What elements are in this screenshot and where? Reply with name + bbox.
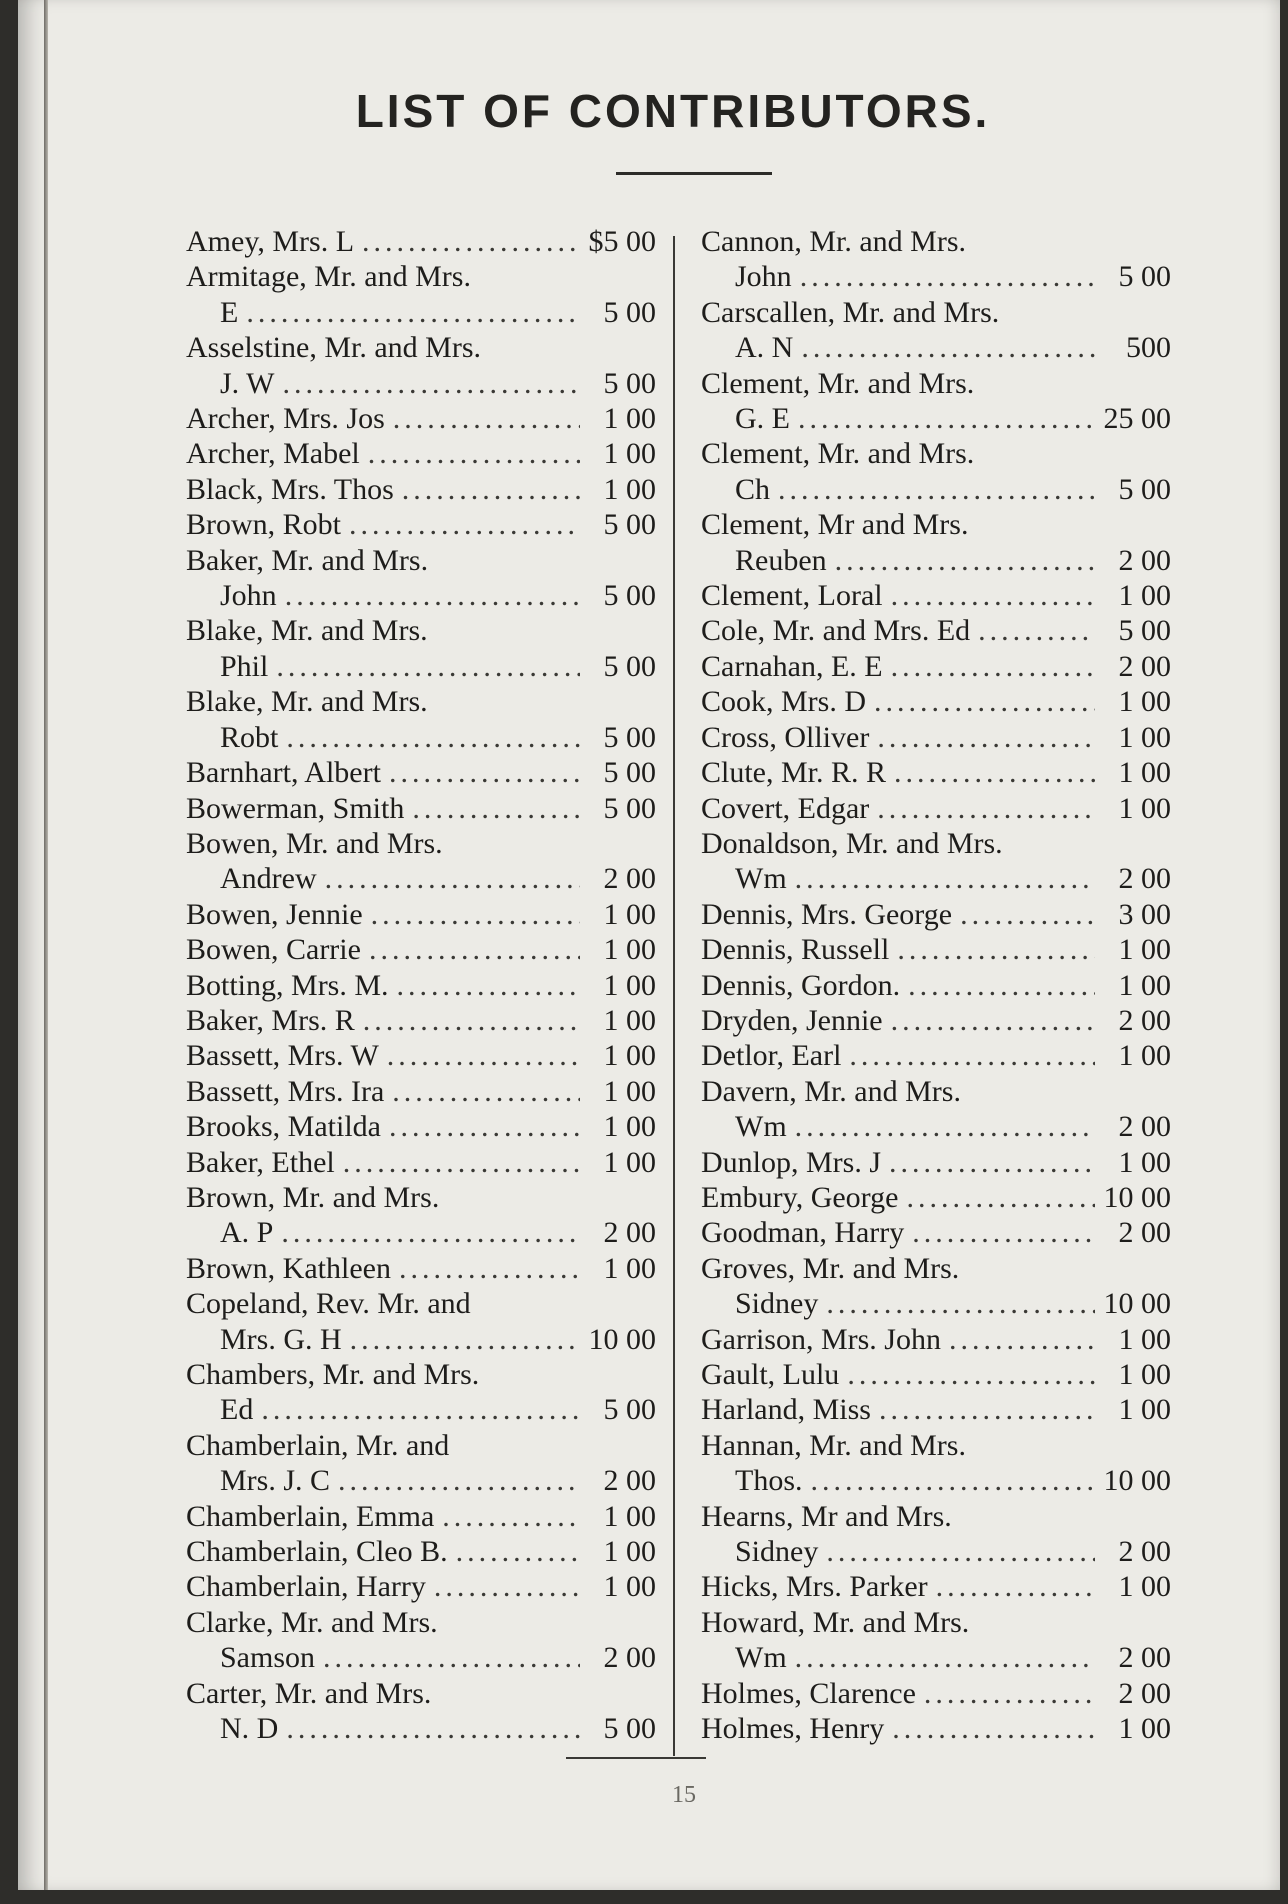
contribution-amount: 1 00 (603, 1145, 656, 1179)
contributor-name: Detlor, Earl (701, 1039, 842, 1073)
contributor-name: Clement, Loral (701, 579, 883, 613)
contribution-amount: 1 00 (603, 1039, 656, 1073)
dot-leader (286, 1711, 580, 1746)
contributor-name-continued: G. E (735, 402, 790, 436)
contributor-name: Blake, Mr. and Mrs. (186, 685, 428, 719)
contributor-entry (701, 1499, 1171, 1570)
contributor-name-continued: A. P (220, 1216, 274, 1250)
contribution-amount: 2 00 (603, 1641, 656, 1675)
contributor-entry (701, 968, 1171, 1003)
contributor-entry (701, 1428, 1171, 1499)
contributor-name: Carnahan, E. E (701, 649, 883, 683)
dot-leader (338, 1463, 580, 1498)
contribution-amount: 1 00 (1118, 756, 1171, 790)
contribution-amount: 1 00 (1118, 1712, 1171, 1746)
dot-leader (323, 1640, 580, 1675)
contribution-amount: 2 00 (1118, 862, 1171, 896)
contributor-entry (701, 1569, 1171, 1604)
contributor-name: Clute, Mr. R. R (701, 756, 887, 790)
dot-leader (936, 1569, 1095, 1604)
contributor-name: Blake, Mr. and Mrs. (186, 614, 428, 648)
contributor-name-continued: Thos. (735, 1464, 803, 1498)
contributor-entry (701, 720, 1171, 755)
contributor-entry (186, 1357, 656, 1428)
contributor-entry (186, 1428, 656, 1499)
dot-leader (906, 1180, 1095, 1215)
contributor-entry (701, 826, 1171, 897)
contributor-name: Brown, Robt (186, 508, 342, 542)
dot-leader (456, 1534, 580, 1569)
contribution-amount: 5 00 (1118, 260, 1171, 294)
contributor-name: Bowen, Jennie (186, 897, 363, 931)
contribution-amount: 2 00 (603, 862, 656, 896)
contribution-amount: 1 00 (603, 472, 656, 506)
contributor-name: Carter, Mr. and Mrs. (186, 1676, 432, 1710)
dot-leader (949, 1322, 1095, 1357)
contributor-entry (186, 1074, 656, 1109)
contributors-right-column (701, 224, 1171, 1746)
bottom-rule (566, 1757, 706, 1759)
dot-leader (434, 1569, 580, 1604)
dot-leader (261, 1392, 580, 1427)
contributor-name: Baker, Mr. and Mrs. (186, 543, 429, 577)
contributor-name: Bassett, Mrs. Ira (186, 1074, 385, 1108)
contribution-amount: 1 00 (603, 897, 656, 931)
dot-leader (369, 932, 580, 967)
contributor-entry (186, 543, 656, 614)
contribution-amount: 1 00 (603, 402, 656, 436)
contribution-amount: 5 00 (603, 649, 656, 683)
dot-leader (281, 1215, 580, 1250)
dot-leader (389, 755, 580, 790)
contribution-amount: 1 00 (603, 1110, 656, 1144)
contributor-name: Harland, Miss (701, 1393, 871, 1427)
contributor-entry (186, 1676, 656, 1747)
dot-leader (894, 755, 1095, 790)
contributor-name: Brown, Kathleen (186, 1251, 391, 1285)
contributor-name: Baker, Ethel (186, 1145, 335, 1179)
dot-leader (343, 1145, 580, 1180)
contribution-amount: 1 00 (603, 1499, 656, 1533)
contribution-amount: 10 00 (1103, 1180, 1171, 1214)
dot-leader (879, 1392, 1095, 1427)
document-page (18, 0, 1280, 1890)
contributor-name: Archer, Mabel (186, 437, 360, 471)
dot-leader (362, 224, 580, 259)
contribution-amount: 1 00 (603, 1570, 656, 1604)
dot-leader (285, 578, 580, 613)
contribution-amount: 1 00 (1118, 1393, 1171, 1427)
contributor-entry (701, 1392, 1171, 1427)
contribution-amount: 1 00 (1118, 579, 1171, 613)
contribution-amount: 5 00 (603, 720, 656, 754)
contributor-name-continued: Mrs. J. C (220, 1464, 331, 1498)
contributor-entry (186, 1286, 656, 1357)
contributor-name-continued: Reuben (735, 543, 827, 577)
contributor-entry (701, 1357, 1171, 1392)
contributor-name: Hicks, Mrs. Parker (701, 1570, 928, 1604)
contributor-name-continued: E (220, 295, 239, 329)
dot-leader (877, 720, 1095, 755)
contributor-name: Cross, Olliver (701, 720, 870, 754)
contributor-name-continued: John (220, 579, 277, 613)
contributor-name: Holmes, Clarence (701, 1676, 916, 1710)
dot-leader (835, 543, 1095, 578)
contributor-name: Covert, Edgar (701, 791, 870, 825)
contributor-name-continued: Sidney (735, 1535, 819, 1569)
contributor-name: Armitage, Mr. and Mrs. (186, 260, 471, 294)
contributor-name: Black, Mrs. Thos (186, 472, 394, 506)
contributor-entry (701, 613, 1171, 648)
contributor-entry (186, 1180, 656, 1251)
contributor-name-continued: Wm (735, 1110, 787, 1144)
dot-leader (399, 1251, 580, 1286)
contributor-name: Dryden, Jennie (701, 1003, 883, 1037)
contribution-amount: 5 00 (603, 1712, 656, 1746)
contributor-entry (701, 507, 1171, 578)
contributor-entry (701, 1322, 1171, 1357)
contributor-name: Chambers, Mr. and Mrs. (186, 1358, 480, 1391)
contributor-entry (186, 1251, 656, 1286)
page-binding (44, 0, 48, 1890)
dot-leader (442, 1499, 580, 1534)
contributor-entry (701, 897, 1171, 932)
page-title: LIST OF CONTRIBUTORS. (355, 85, 991, 137)
contributor-name: Dennis, Russell (701, 933, 890, 967)
dot-leader (811, 1463, 1096, 1498)
contributor-entry (186, 1605, 656, 1676)
contributor-entry (701, 684, 1171, 719)
contribution-amount: 1 00 (1118, 933, 1171, 967)
title-rule (616, 172, 772, 175)
dot-leader (978, 613, 1095, 648)
dot-leader (849, 1038, 1095, 1073)
dot-leader (877, 791, 1095, 826)
contribution-amount: 5 00 (603, 508, 656, 542)
dot-leader (368, 436, 580, 471)
column-divider (673, 236, 675, 1756)
contributor-name-continued: A. N (735, 331, 794, 365)
contribution-amount: 1 00 (1118, 1358, 1171, 1391)
dot-leader (393, 401, 580, 436)
contributor-entry (186, 1569, 656, 1604)
dot-leader (389, 1109, 580, 1144)
contribution-amount: 2 00 (1118, 543, 1171, 577)
contributor-name: Goodman, Harry (701, 1216, 905, 1250)
dot-leader (897, 932, 1095, 967)
dot-leader (795, 1109, 1095, 1144)
contributor-entry (701, 1251, 1171, 1322)
contributor-name: Garrison, Mrs. John (701, 1322, 941, 1356)
contributor-name: Chamberlain, Emma (186, 1499, 435, 1533)
contributor-entry (186, 968, 656, 1003)
contribution-amount: 1 00 (1118, 968, 1171, 1002)
contribution-amount: 5 00 (603, 791, 656, 825)
contributor-name: Davern, Mr. and Mrs. (701, 1074, 961, 1108)
dot-leader (798, 401, 1095, 436)
dot-leader (795, 861, 1095, 896)
contributor-name: Copeland, Rev. Mr. and (186, 1287, 471, 1321)
contribution-amount: 2 00 (1118, 649, 1171, 683)
dot-leader (891, 649, 1095, 684)
contributor-entry (701, 1605, 1171, 1676)
contributor-name: Botting, Mrs. M. (186, 968, 389, 1002)
contributor-entry (186, 932, 656, 967)
contributor-name: Cole, Mr. and Mrs. Ed (701, 614, 971, 648)
contributor-name-continued: N. D (220, 1712, 279, 1746)
dot-leader (371, 897, 580, 932)
contributor-entry (186, 684, 656, 755)
contribution-amount: 2 00 (1118, 1641, 1171, 1675)
contributor-name: Embury, George (701, 1180, 899, 1214)
contributor-entry (186, 436, 656, 471)
contributor-name: Hannan, Mr. and Mrs. (701, 1428, 966, 1462)
contributor-name: Amey, Mrs. L (186, 225, 355, 258)
contributor-name: Holmes, Henry (701, 1712, 885, 1746)
contributor-name: Gault, Lulu (701, 1358, 840, 1391)
contributor-name: Groves, Mr. and Mrs. (701, 1251, 960, 1285)
contributor-name: Cook, Mrs. D (701, 685, 867, 719)
contribution-amount: 1 00 (603, 1535, 656, 1569)
dot-leader (402, 472, 580, 507)
contribution-amount: 5 00 (603, 579, 656, 613)
dot-leader (912, 1215, 1095, 1250)
dot-leader (325, 861, 580, 896)
contribution-amount: 1 00 (603, 437, 656, 471)
contribution-amount: 5 00 (603, 1393, 656, 1427)
dot-leader (276, 649, 580, 684)
contributor-entry (701, 224, 1171, 295)
contributor-entry (701, 1074, 1171, 1145)
contributor-entry (701, 755, 1171, 790)
contribution-amount: 1 00 (603, 933, 656, 967)
contributor-name-continued: Ch (735, 472, 771, 506)
dot-leader (892, 1711, 1095, 1746)
contributor-name: Barnhart, Albert (186, 756, 381, 790)
contributor-entry (701, 578, 1171, 613)
contribution-amount: 2 00 (603, 1464, 656, 1498)
contributor-entry (701, 1676, 1171, 1711)
contributor-name: Bowen, Mr. and Mrs. (186, 826, 443, 860)
contributor-name: Brooks, Matilda (186, 1110, 381, 1144)
contributor-name: Bowerman, Smith (186, 791, 405, 825)
contribution-amount: 5 00 (603, 295, 656, 329)
contributor-name-continued: Mrs. G. H (220, 1322, 342, 1356)
contribution-amount: 1 00 (1118, 1145, 1171, 1179)
page-number: 15 (672, 1782, 696, 1808)
contributor-name: Dunlop, Mrs. J (701, 1145, 882, 1179)
contributor-name-continued: Sidney (735, 1287, 819, 1321)
contributors-left-column (186, 224, 656, 1746)
dot-leader (891, 1003, 1095, 1038)
contributor-name: Chamberlain, Mr. and (186, 1428, 450, 1462)
contributor-name-continued: Wm (735, 1641, 787, 1675)
contributor-name: Clarke, Mr. and Mrs. (186, 1605, 438, 1639)
dot-leader (847, 1357, 1095, 1392)
contributor-name: Brown, Mr. and Mrs. (186, 1180, 440, 1214)
contributor-name: Clement, Mr. and Mrs. (701, 366, 975, 400)
contribution-amount: 2 00 (1118, 1003, 1171, 1037)
contribution-amount: 1 00 (603, 968, 656, 1002)
contributor-name: Asselstine, Mr. and Mrs. (186, 331, 481, 365)
contributor-name-continued: John (735, 260, 792, 294)
contributor-name: Chamberlain, Harry (186, 1570, 426, 1604)
dot-leader (889, 1145, 1095, 1180)
dot-leader (282, 366, 580, 401)
dot-leader (801, 330, 1095, 365)
contributor-entry (701, 1180, 1171, 1215)
contribution-amount: 1 00 (603, 1251, 656, 1285)
contribution-amount: 1 00 (1118, 1322, 1171, 1356)
contributor-name-continued: Ed (220, 1393, 254, 1427)
contribution-amount: 2 00 (1118, 1535, 1171, 1569)
contributor-entry (186, 755, 656, 790)
contributor-name-continued: Andrew (220, 862, 317, 896)
contribution-amount: 1 00 (603, 1003, 656, 1037)
contributor-entry (186, 1145, 656, 1180)
dot-leader (246, 295, 580, 330)
contribution-amount: 5 00 (1118, 472, 1171, 506)
dot-leader (349, 507, 580, 542)
contribution-amount: 1 00 (1118, 685, 1171, 719)
dot-leader (924, 1676, 1095, 1711)
contribution-amount: 5 00 (603, 366, 656, 400)
contributor-entry (186, 401, 656, 436)
contributor-entry (186, 826, 656, 897)
contributor-entry (701, 649, 1171, 684)
contribution-amount: 2 00 (1118, 1110, 1171, 1144)
contributor-entry (186, 224, 656, 259)
contributor-entry (186, 613, 656, 684)
contributor-entry (701, 366, 1171, 437)
contributor-entry (701, 1145, 1171, 1180)
contributor-entry (701, 791, 1171, 826)
contribution-amount: $5 00 (588, 225, 656, 258)
dot-leader (392, 1074, 580, 1109)
dot-leader (387, 1038, 580, 1073)
contributor-name-continued: J. W (220, 366, 275, 400)
dot-leader (363, 1003, 580, 1038)
contributor-name: Dennis, Mrs. George (701, 897, 953, 931)
contributor-entry (701, 1711, 1171, 1746)
contributor-name: Carscallen, Mr. and Mrs. (701, 295, 1000, 329)
contributor-entry (701, 1215, 1171, 1250)
contribution-amount: 1 00 (1118, 1039, 1171, 1073)
contributor-name-continued: Robt (220, 720, 279, 754)
contributor-name-continued: Samson (220, 1641, 316, 1675)
contributor-name: Bassett, Mrs. W (186, 1039, 379, 1073)
contributor-entry (186, 330, 656, 401)
contributor-entry (701, 932, 1171, 967)
dot-leader (397, 968, 580, 1003)
dot-leader (800, 259, 1095, 294)
contributor-name: Dennis, Gordon. (701, 968, 901, 1002)
dot-leader (412, 791, 580, 826)
contribution-amount: 10 00 (1103, 1287, 1171, 1321)
contributor-entry (186, 1499, 656, 1534)
dot-leader (795, 1640, 1095, 1675)
contributor-entry (186, 791, 656, 826)
contribution-amount: 5 00 (1118, 614, 1171, 648)
contributor-name: Hearns, Mr and Mrs. (701, 1499, 952, 1533)
contribution-amount: 25 00 (1103, 402, 1171, 436)
dot-leader (908, 968, 1095, 1003)
contributor-name-continued: Phil (220, 649, 269, 683)
contributor-entry (186, 1109, 656, 1144)
dot-leader (826, 1286, 1095, 1321)
contributor-entry (701, 295, 1171, 366)
contribution-amount: 5 00 (603, 756, 656, 790)
contributor-entry (186, 1003, 656, 1038)
contributor-entry (186, 897, 656, 932)
contribution-amount: 1 00 (603, 1074, 656, 1108)
contribution-amount: 1 00 (1118, 720, 1171, 754)
contributor-entry (186, 507, 656, 542)
contribution-amount: 1 00 (1118, 791, 1171, 825)
contributor-entry (701, 1038, 1171, 1073)
contributor-name-continued: Wm (735, 862, 787, 896)
contribution-amount: 2 00 (1118, 1216, 1171, 1250)
dot-leader (778, 472, 1095, 507)
contributor-entry (186, 259, 656, 330)
dot-leader (960, 897, 1095, 932)
dot-leader (286, 720, 580, 755)
dot-leader (350, 1322, 580, 1357)
contributor-name: Donaldson, Mr. and Mrs. (701, 826, 1003, 860)
contributor-name: Baker, Mrs. R (186, 1003, 355, 1037)
contribution-amount: 2 00 (1118, 1676, 1171, 1710)
contributor-name: Chamberlain, Cleo B. (186, 1535, 448, 1569)
contributor-entry (701, 1003, 1171, 1038)
contribution-amount: 2 00 (603, 1216, 656, 1250)
dot-leader (874, 684, 1095, 719)
contribution-amount: 500 (1126, 331, 1171, 365)
contributor-name: Bowen, Carrie (186, 933, 361, 967)
contributor-entry (186, 1038, 656, 1073)
contribution-amount: 10 00 (588, 1322, 656, 1356)
dot-leader (826, 1534, 1095, 1569)
contributor-name: Howard, Mr. and Mrs. (701, 1605, 970, 1639)
contributor-name: Archer, Mrs. Jos (186, 402, 385, 436)
contributor-name: Cannon, Mr. and Mrs. (701, 225, 966, 258)
dot-leader (891, 578, 1095, 613)
contributor-name: Clement, Mr and Mrs. (701, 508, 969, 542)
contribution-amount: 3 00 (1118, 897, 1171, 931)
contribution-amount: 10 00 (1103, 1464, 1171, 1498)
contributor-name: Clement, Mr. and Mrs. (701, 437, 975, 471)
contributor-entry (186, 472, 656, 507)
contribution-amount: 1 00 (1118, 1570, 1171, 1604)
contributor-entry (186, 1534, 656, 1569)
contributor-entry (701, 436, 1171, 507)
